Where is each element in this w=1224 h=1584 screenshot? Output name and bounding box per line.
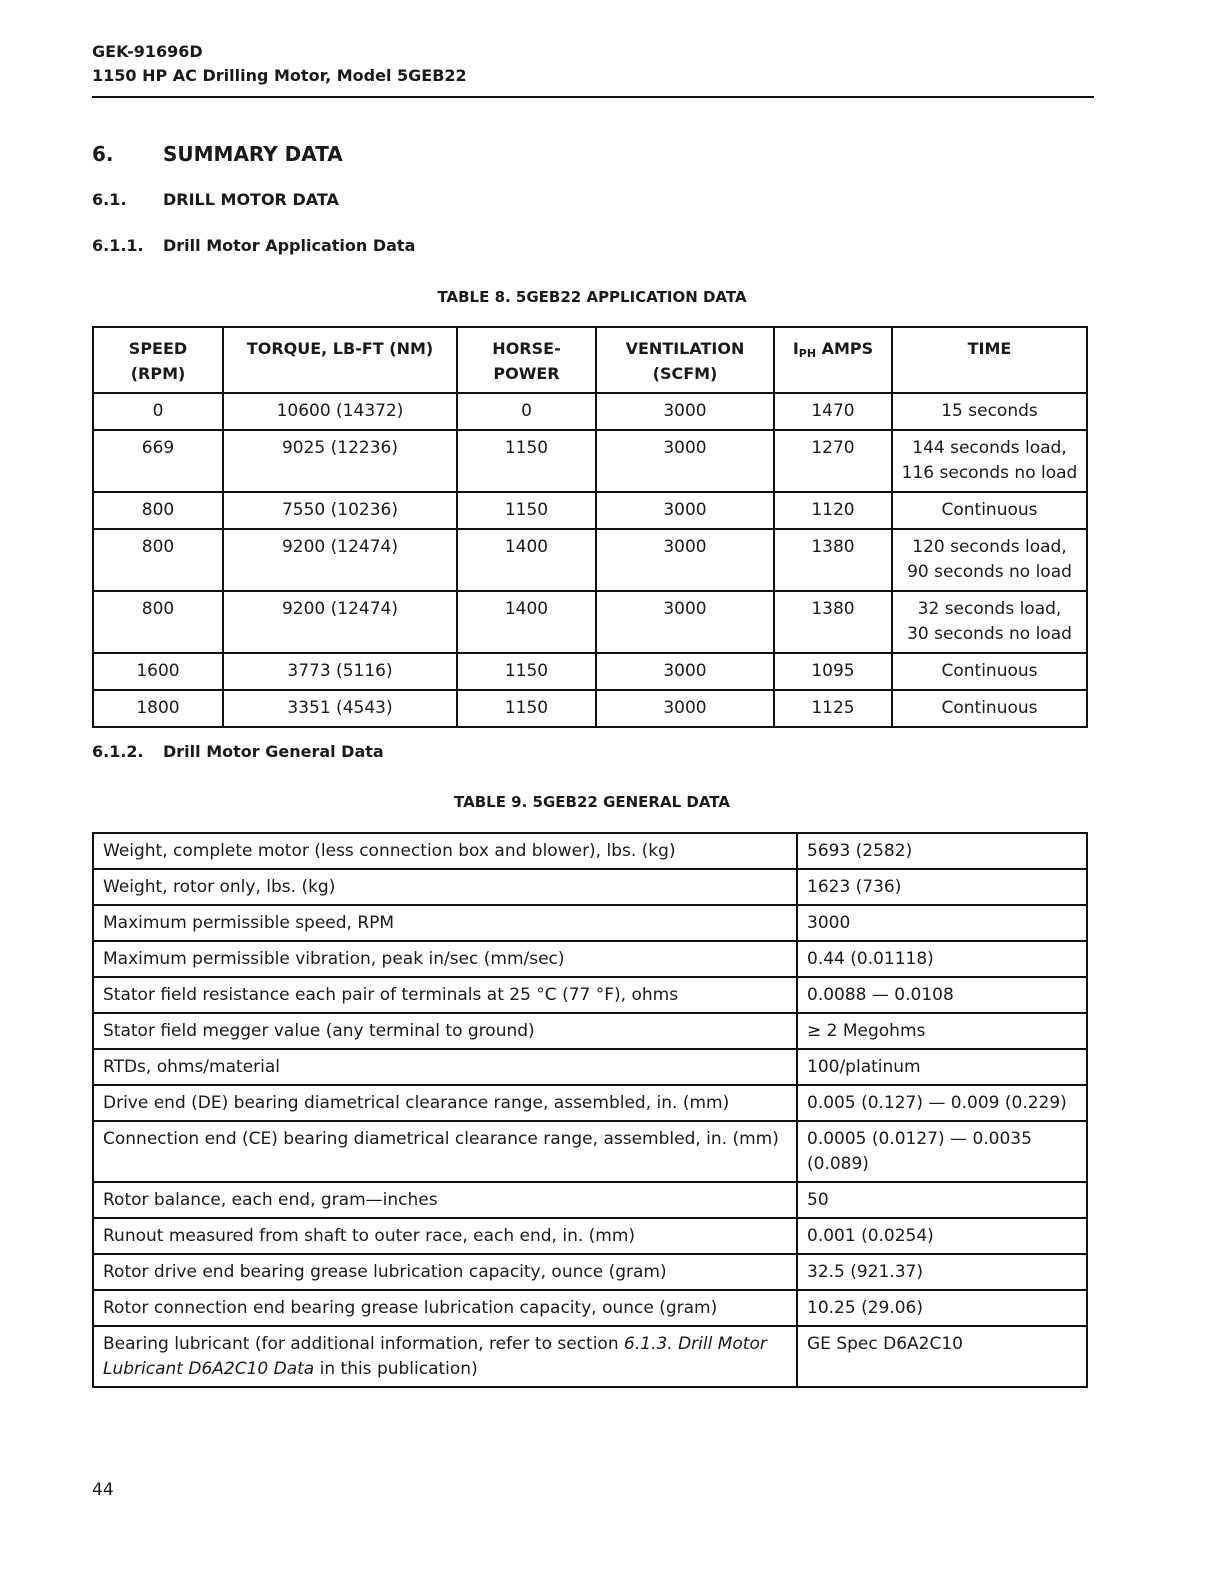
row-label: Runout measured from shaft to outer race, each end, in. (mm) [93,1218,797,1254]
cell-speed: 669 [93,430,223,492]
row-label: RTDs, ohms/material [93,1049,797,1085]
cell-ventilation: 3000 [596,430,774,492]
cell-speed: 800 [93,591,223,653]
section-6-1-1-title: Drill Motor Application Data [163,236,416,255]
cell-speed: 1800 [93,690,223,727]
cell-horsepower: 1400 [457,529,596,591]
section-6-1-1-number: 6.1.1. [92,236,144,255]
cell-horsepower: 1150 [457,653,596,690]
row-label: Stator field megger value (any terminal to ground) [93,1013,797,1049]
row-value: 0.44 (0.01118) [797,941,1087,977]
table-row [93,492,1087,529]
cell-horsepower: 1150 [457,690,596,727]
cell-amps: 1380 [774,591,892,653]
table-row [93,690,1087,727]
col-header-time: TIME [892,327,1087,393]
cell-ventilation: 3000 [596,653,774,690]
table-row [93,833,1087,869]
table-row [93,1218,1087,1254]
row-label: Maximum permissible vibration, peak in/sec (mm/sec) [93,941,797,977]
table-row [93,529,1087,591]
table-row [93,1049,1087,1085]
header-divider [92,96,1094,98]
row-label: Stator field resistance each pair of terminals at 25 °C (77 °F), ohms [93,977,797,1013]
cell-speed: 800 [93,529,223,591]
row-value: 3000 [797,905,1087,941]
table-row [93,1013,1087,1049]
table-row [93,1290,1087,1326]
row-value: 0.0088 — 0.0108 [797,977,1087,1013]
col-header-phase-amps: $I_{PH}$ AMPS [774,327,892,393]
cell-horsepower: 0 [457,393,596,430]
row-value: 32.5 (921.37) [797,1254,1087,1290]
row-label: Rotor balance, each end, gram—inches [93,1182,797,1218]
table-row [93,653,1087,690]
col-header-horsepower: HORSE- POWER [457,327,596,393]
section-6-1-2-title: Drill Motor General Data [163,742,384,761]
section-6-1-2-number: 6.1.2. [92,742,144,761]
cell-horsepower: 1400 [457,591,596,653]
table-row [93,869,1087,905]
document-title: 1150 HP AC Drilling Motor, Model 5GEB22 [92,66,467,85]
cell-time: 15 seconds [892,393,1087,430]
section-6-1-number: 6.1. [92,190,127,209]
cell-time: 144 seconds load, 116 seconds no load [892,430,1087,492]
table-row [93,1326,1087,1387]
cell-ventilation: 3000 [596,690,774,727]
row-value: 100/platinum [797,1049,1087,1085]
row-value: GE Spec D6A2C10 [797,1326,1087,1387]
cell-torque: 7550 (10236) [223,492,457,529]
cell-torque: 3773 (5116) [223,653,457,690]
row-value: 1623 (736) [797,869,1087,905]
col-header-torque: TORQUE, LB-FT (NM) [223,327,457,393]
row-value: ≥ 2 Megohms [797,1013,1087,1049]
section-reference: 6.1.3. Drill Motor Lubricant D6A2C10 Data [103,1334,767,1379]
cell-ventilation: 3000 [596,393,774,430]
table-row [93,1254,1087,1290]
row-label: Drive end (DE) bearing diametrical clearance range, assembled, in. (mm) [93,1085,797,1121]
row-label: Bearing lubricant (for additional information, refer to section 6.1.3. Drill Motor Lubricant D6A2C10 Data in this publication) [93,1326,797,1387]
cell-speed: 800 [93,492,223,529]
section-6-1-title: DRILL MOTOR DATA [163,190,339,209]
row-label: Rotor drive end bearing grease lubrication capacity, ounce (gram) [93,1254,797,1290]
row-value: 0.0005 (0.0127) — 0.0035 (0.089) [797,1121,1087,1182]
row-label: Weight, complete motor (less connection box and blower), lbs. (kg) [93,833,797,869]
table-row [93,905,1087,941]
cell-amps: 1125 [774,690,892,727]
cell-time: 32 seconds load, 30 seconds no load [892,591,1087,653]
cell-horsepower: 1150 [457,492,596,529]
row-value: 50 [797,1182,1087,1218]
cell-ventilation: 3000 [596,591,774,653]
section-6-number: 6. [92,142,114,166]
row-label: Rotor connection end bearing grease lubrication capacity, ounce (gram) [93,1290,797,1326]
table-row [93,1085,1087,1121]
table-header-row [93,327,1087,393]
cell-ventilation: 3000 [596,492,774,529]
row-value: 5693 (2582) [797,833,1087,869]
cell-torque: 3351 (4543) [223,690,457,727]
row-value: 0.005 (0.127) — 0.009 (0.229) [797,1085,1087,1121]
table-row [93,591,1087,653]
cell-ventilation: 3000 [596,529,774,591]
cell-amps: 1270 [774,430,892,492]
cell-torque: 9025 (12236) [223,430,457,492]
general-data-table [92,832,1088,1388]
table-row [93,393,1087,430]
page-number: 44 [92,1480,114,1500]
cell-torque: 9200 (12474) [223,529,457,591]
cell-amps: 1120 [774,492,892,529]
row-value: 0.001 (0.0254) [797,1218,1087,1254]
table-row [93,977,1087,1013]
cell-speed: 0 [93,393,223,430]
cell-time: Continuous [892,690,1087,727]
col-header-speed: SPEED (RPM) [93,327,223,393]
table-row [93,1182,1087,1218]
table-9-caption: TABLE 9. 5GEB22 GENERAL DATA [454,793,730,811]
document-number: GEK-91696D [92,42,203,61]
table-row [93,430,1087,492]
cell-time: Continuous [892,492,1087,529]
section-6-title: SUMMARY DATA [163,142,343,166]
cell-time: Continuous [892,653,1087,690]
cell-amps: 1470 [774,393,892,430]
row-label: Maximum permissible speed, RPM [93,905,797,941]
cell-torque: 9200 (12474) [223,591,457,653]
cell-amps: 1380 [774,529,892,591]
col-header-ventilation: VENTILATION (SCFM) [596,327,774,393]
row-label: Connection end (CE) bearing diametrical clearance range, assembled, in. (mm) [93,1121,797,1182]
row-label: Weight, rotor only, lbs. (kg) [93,869,797,905]
cell-speed: 1600 [93,653,223,690]
application-data-table [92,326,1088,728]
cell-time: 120 seconds load, 90 seconds no load [892,529,1087,591]
row-value: 10.25 (29.06) [797,1290,1087,1326]
cell-amps: 1095 [774,653,892,690]
table-8-caption: TABLE 8. 5GEB22 APPLICATION DATA [437,288,747,306]
table-row [93,941,1087,977]
cell-horsepower: 1150 [457,430,596,492]
table-row [93,1121,1087,1182]
cell-torque: 10600 (14372) [223,393,457,430]
